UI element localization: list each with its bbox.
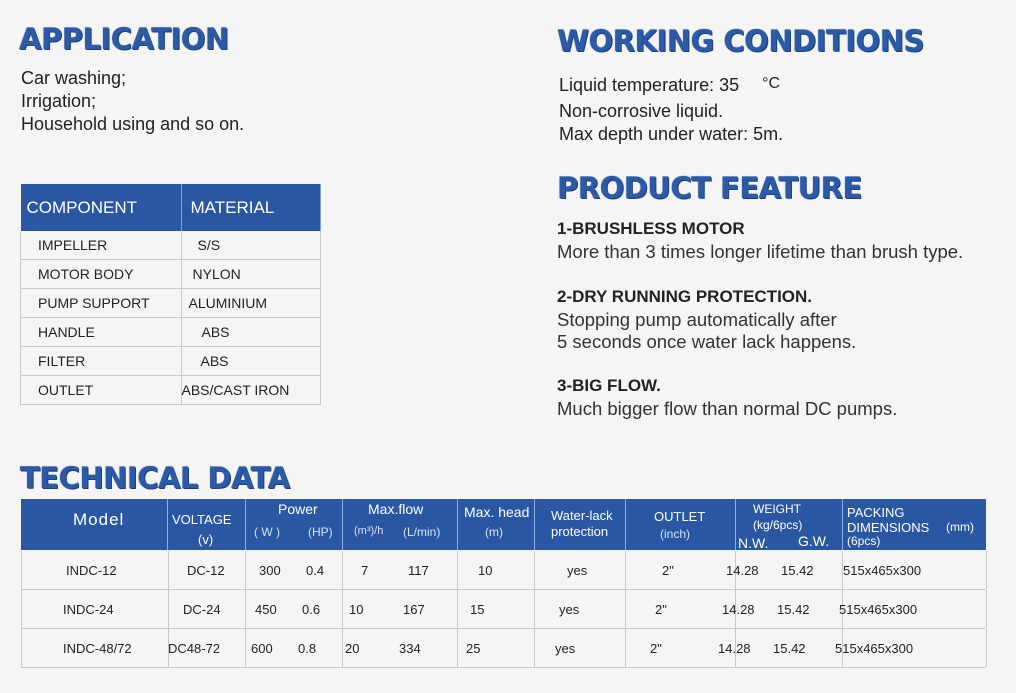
component-cell: OUTLET <box>21 376 182 405</box>
power-w-value: 600 <box>251 641 273 656</box>
technical-table-header <box>21 499 986 550</box>
gw-value: 15.42 <box>773 641 806 656</box>
feature-description: More than 3 times longer lifetime than brush type. <box>557 241 964 262</box>
flow-m3h-value: 20 <box>345 641 360 656</box>
flow-m3h-unit: (m³)/h <box>354 525 384 537</box>
power-hp-value: 0.4 <box>306 563 325 578</box>
table-cell <box>342 551 458 589</box>
gw-header: G.W. <box>798 533 830 549</box>
table-cell <box>457 590 535 628</box>
nw-value: 14.28 <box>722 602 755 617</box>
maxhead-unit: (m) <box>485 525 503 539</box>
power-w-value: 300 <box>259 563 281 578</box>
table-row <box>21 260 321 289</box>
table-row <box>21 289 321 318</box>
material-cell: ALUMINIUM <box>181 289 321 318</box>
waterlack-value: yes <box>567 563 588 578</box>
application-list <box>21 67 244 136</box>
packing-header: (6pcs) <box>847 534 881 548</box>
table-cell <box>625 551 736 589</box>
voltage-value: DC-24 <box>183 602 221 617</box>
waterlack-value: yes <box>559 602 580 617</box>
nw-header: N.W. <box>738 535 769 551</box>
power-w-unit: ( W ) <box>254 525 280 539</box>
component-cell: PUMP SUPPORT <box>21 289 182 318</box>
maxflow-header: Max.flow <box>368 501 424 517</box>
table-row <box>21 629 986 668</box>
power-hp-unit: (HP) <box>308 525 333 539</box>
model-value: INDC-12 <box>66 563 117 578</box>
packing-unit: (mm) <box>946 520 974 534</box>
packing-value: 515x465x300 <box>843 563 922 578</box>
weight-header: WEIGHT <box>753 502 801 516</box>
product-feature-heading: PRODUCT FEATURE <box>557 171 862 205</box>
packing-header: DIMENSIONS <box>847 520 930 535</box>
material-cell: ABS <box>181 318 321 347</box>
maxhead-header: Max. head <box>464 504 530 520</box>
flow-m3h-value: 7 <box>361 563 369 578</box>
waterlack-header-cell <box>534 499 626 550</box>
waterlack-header: Water-lack <box>551 508 613 523</box>
temperature-label: Liquid temperature: 35 <box>559 75 740 95</box>
application-item: Household using and so on. <box>21 114 245 134</box>
waterlack-value: yes <box>555 641 576 656</box>
table-row <box>21 590 986 629</box>
flow-lmin-value: 117 <box>408 563 429 578</box>
flow-lmin-unit: (L/min) <box>403 525 441 539</box>
waterlack-header: protection <box>551 524 609 539</box>
component-cell: IMPELLER <box>21 231 182 260</box>
voltage-value: DC-12 <box>187 563 225 578</box>
gw-value: 15.42 <box>781 563 814 578</box>
material-cell: ABS/CAST IRON <box>181 376 321 405</box>
temperature-unit: °C <box>762 75 781 92</box>
voltage-header-cell <box>167 499 246 550</box>
feature-description: 5 seconds once water lack happens. <box>557 331 857 352</box>
material-table-header <box>21 184 321 231</box>
power-hp-value: 0.8 <box>298 641 317 656</box>
table-row <box>21 347 321 376</box>
maxflow-header-cell <box>342 499 458 550</box>
maxhead-header-cell <box>457 499 535 550</box>
feature-title: 1-BRUSHLESS MOTOR <box>557 219 745 238</box>
component-cell: HANDLE <box>21 318 182 347</box>
application-heading: APPLICATION <box>19 22 229 56</box>
table-row <box>21 231 321 260</box>
packing-header: PACKING <box>847 505 905 520</box>
working-conditions-list <box>559 74 783 146</box>
feature-2 <box>557 287 856 353</box>
working-conditions-heading: WORKING CONDITIONS <box>557 24 924 58</box>
nw-value: 14.28 <box>718 641 751 656</box>
head-value: 10 <box>478 563 493 578</box>
application-item: Irrigation; <box>21 91 97 111</box>
feature-3 <box>557 376 897 420</box>
model-value: INDC-24 <box>63 602 114 617</box>
gw-value: 15.42 <box>777 602 810 617</box>
feature-description: Stopping pump automatically after <box>557 309 837 330</box>
outlet-unit: (inch) <box>660 527 691 541</box>
table-row <box>21 376 321 405</box>
condition-item: Max depth under water: 5m. <box>559 124 784 144</box>
table-cell <box>534 590 626 628</box>
model-value: INDC-48/72 <box>63 641 132 656</box>
component-cell: FILTER <box>21 347 182 376</box>
feature-1 <box>557 219 963 263</box>
component-header: COMPONENT <box>21 184 182 231</box>
outlet-header-cell <box>625 499 736 550</box>
voltage-value: DC48-72 <box>168 641 221 656</box>
model-header-cell <box>21 499 168 550</box>
material-cell: NYLON <box>181 260 321 289</box>
power-header: Power <box>278 501 318 517</box>
head-value: 25 <box>466 641 481 656</box>
outlet-value: 2" <box>662 563 674 578</box>
application-item: Car washing; <box>21 68 127 88</box>
table-cell <box>625 590 736 628</box>
flow-lmin-value: 167 <box>403 602 425 617</box>
weight-unit: (kg/6pcs) <box>753 518 803 532</box>
table-cell <box>534 629 626 667</box>
outlet-value: 2" <box>650 641 662 656</box>
model-header: Model <box>73 510 125 529</box>
material-header: MATERIAL <box>181 184 321 231</box>
condition-item: Non-corrosive liquid. <box>559 101 724 121</box>
flow-lmin-value: 334 <box>399 641 421 656</box>
material-cell: S/S <box>181 231 321 260</box>
table-row <box>21 551 986 590</box>
technical-data-heading: TECHNICAL DATA <box>20 461 290 495</box>
packing-header-cell <box>842 499 986 550</box>
power-header-cell <box>245 499 343 550</box>
material-table <box>20 184 321 405</box>
feature-description: Much bigger flow than normal DC pumps. <box>557 398 898 419</box>
voltage-unit: (v) <box>198 532 214 547</box>
table-row <box>21 318 321 347</box>
weight-header-cell <box>735 499 843 550</box>
feature-title: 2-DRY RUNNING PROTECTION. <box>557 287 813 306</box>
packing-value: 515x465x300 <box>835 641 914 656</box>
head-value: 15 <box>470 602 485 617</box>
liquid-temperature <box>559 74 783 100</box>
flow-m3h-value: 10 <box>349 602 364 617</box>
packing-value: 515x465x300 <box>839 602 918 617</box>
voltage-header: VOLTAGE <box>172 512 232 527</box>
outlet-value: 2" <box>655 602 667 617</box>
table-cell <box>457 551 535 589</box>
nw-value: 14.28 <box>726 563 759 578</box>
component-cell: MOTOR BODY <box>21 260 182 289</box>
power-hp-value: 0.6 <box>302 602 321 617</box>
material-cell: ABS <box>181 347 321 376</box>
outlet-header: OUTLET <box>654 509 706 524</box>
feature-title: 3-BIG FLOW. <box>557 376 661 395</box>
power-w-value: 450 <box>255 602 277 617</box>
